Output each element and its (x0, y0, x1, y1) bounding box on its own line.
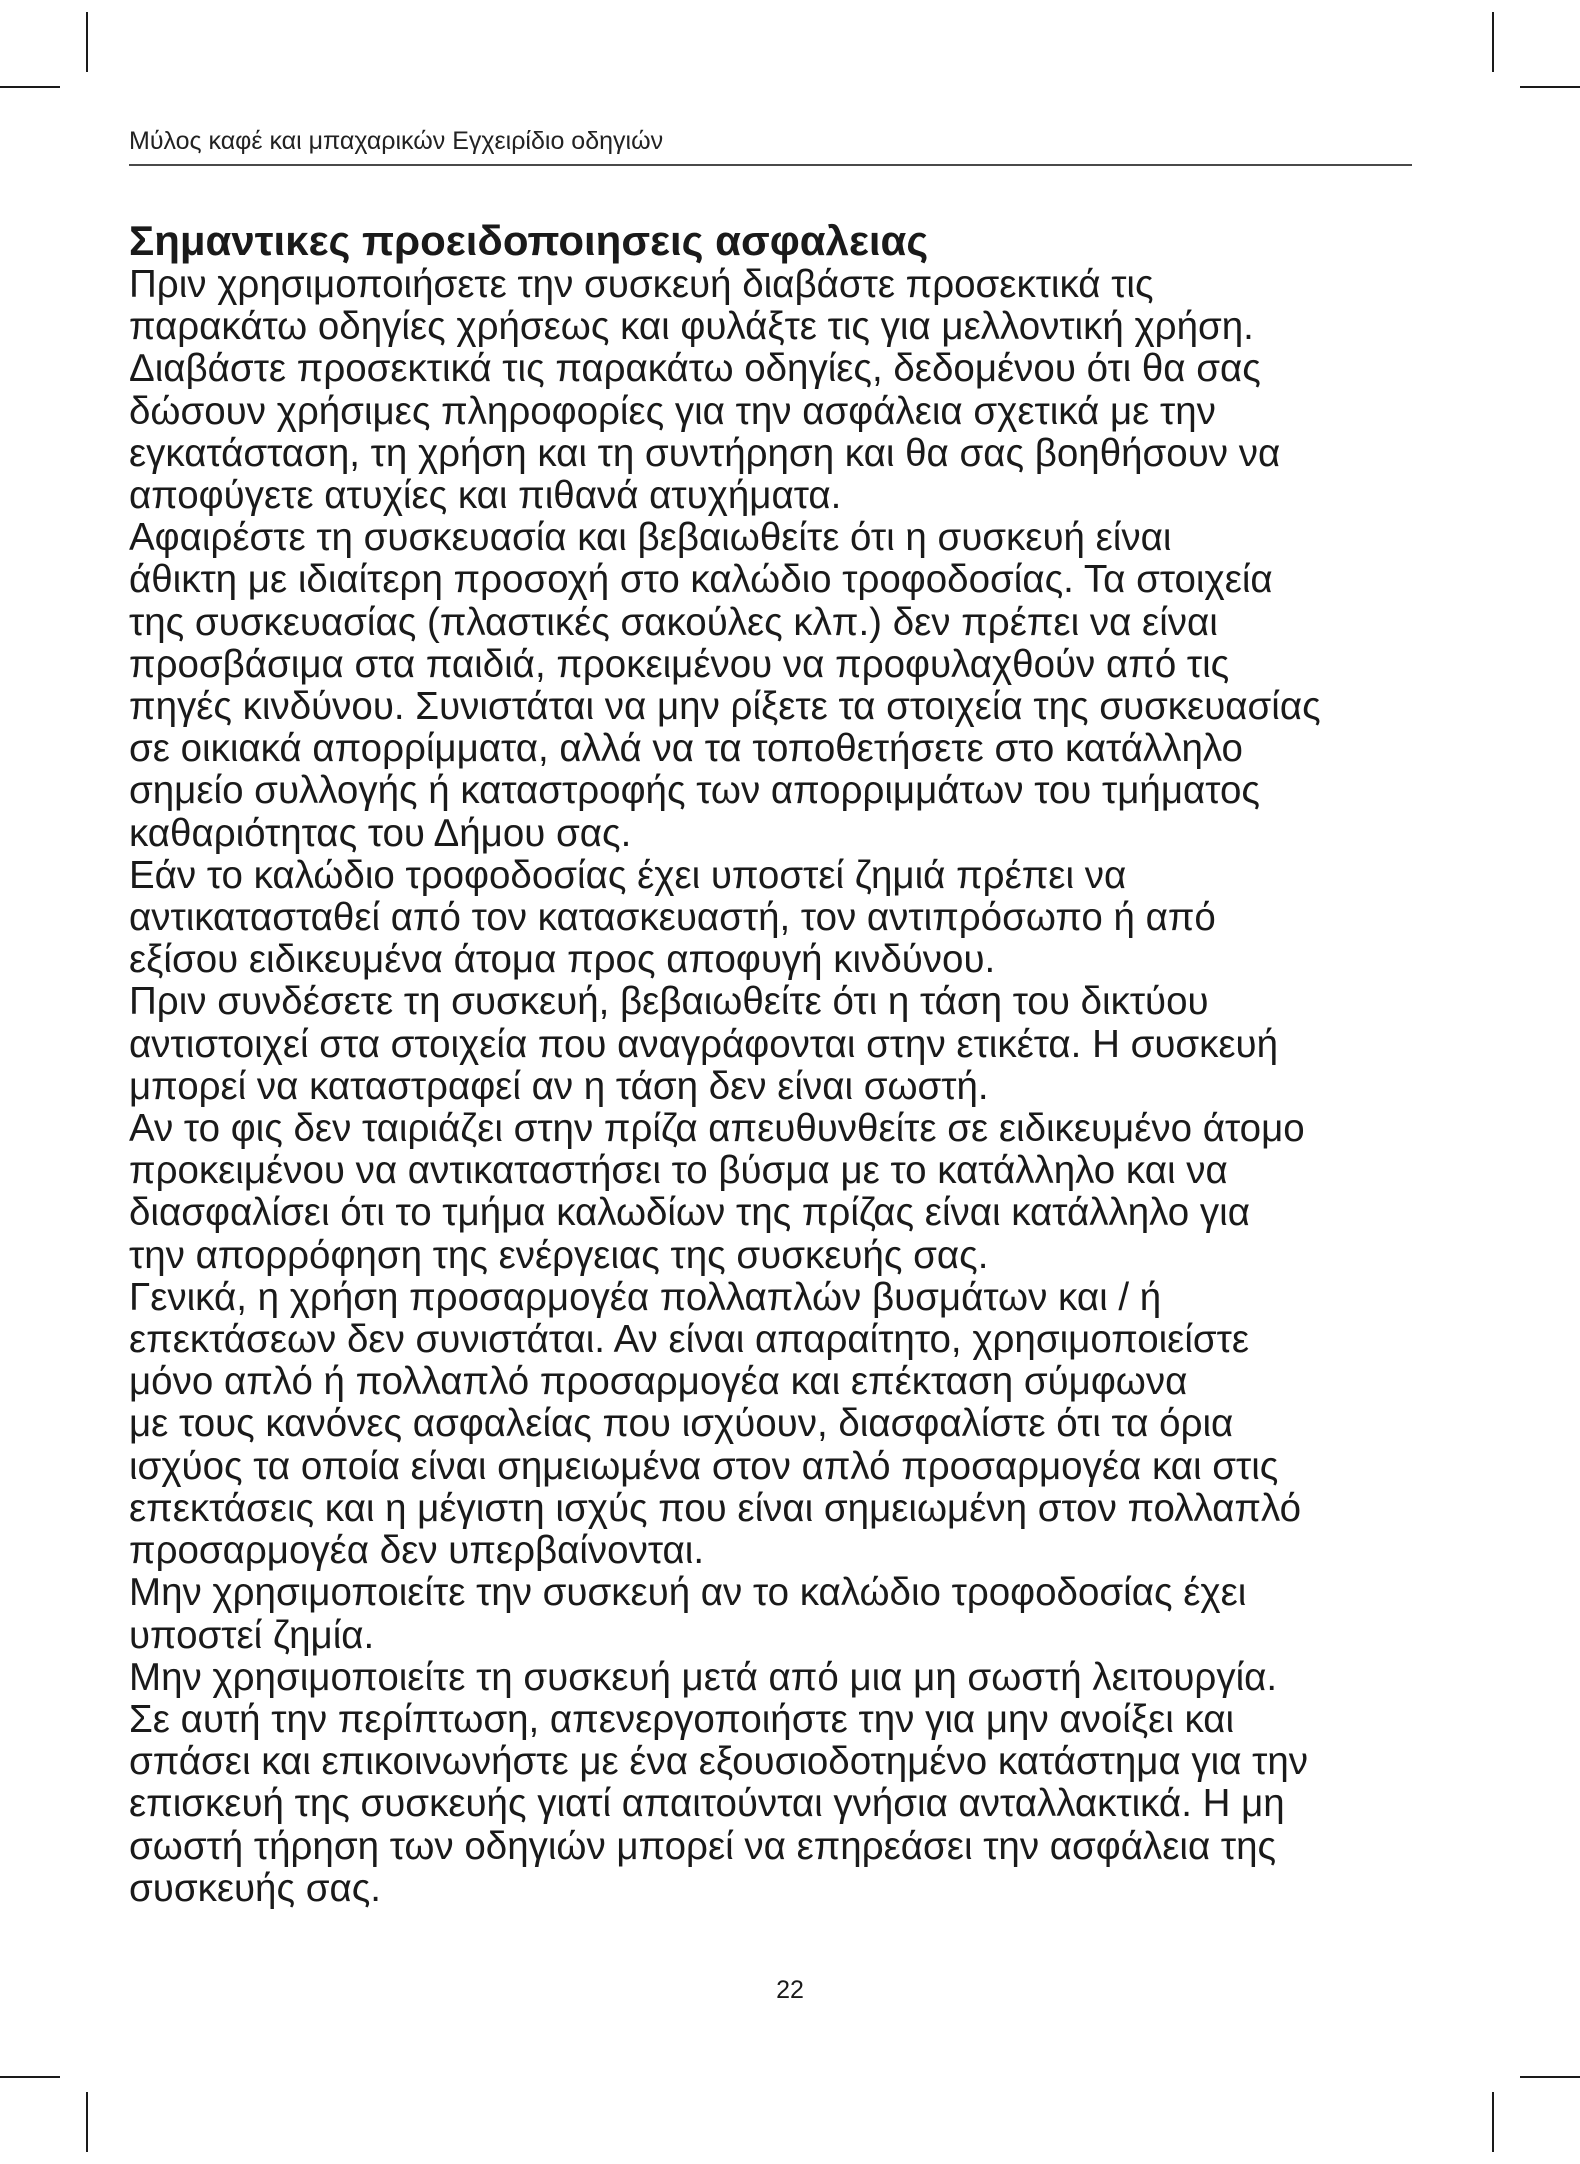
safety-warnings-section (129, 218, 1499, 1910)
text-line: μόνο απλό ή πολλαπλό προσαρμογέα και επέκταση σύμφωνα (129, 1360, 1188, 1404)
text-line: με τους κανόνες ασφαλείας που ισχύουν, διασφαλίστε ότι τα όρια (129, 1402, 1234, 1446)
text-line: επισκευή της συσκευής γιατί απαιτούνται γνήσια ανταλλακτικά. Η μη (129, 1782, 1285, 1826)
text-line: Μην χρησιμοποιείτε την συσκευή αν το καλώδιο τροφοδοσίας έχει (129, 1571, 1247, 1615)
text-line: σε οικιακά απορρίμματα, αλλά να τα τοποθετήσετε στο κατάλληλο (129, 727, 1243, 771)
text-line: δώσουν χρήσιμες πληροφορίες για την ασφάλεια σχετικά με την (129, 389, 1216, 433)
text-line: Πριν συνδέσετε τη συσκευή, βεβαιωθείτε ότι η τάση του δικτύου (129, 980, 1209, 1024)
text-line: σημείο συλλογής ή καταστροφής των απορριμμάτων του τμήματος (129, 769, 1260, 813)
text-line: μπορεί να καταστραφεί αν η τάση δεν είναι σωστή. (129, 1064, 989, 1108)
text-line: της συσκευασίας (πλαστικές σακούλες κλπ.) δεν πρέπει να είναι (129, 600, 1218, 644)
text-line: Αφαιρέστε τη συσκευασία και βεβαιωθείτε ότι η συσκευή είναι (129, 516, 1172, 560)
text-line: αντικατασταθεί από τον κατασκευαστή, τον αντιπρόσωπο ή από (129, 896, 1216, 940)
text-line: την απορρόφηση της ενέργειας της συσκευής σας. (129, 1233, 989, 1277)
text-line: προσβάσιμα στα παιδιά, προκειμένου να προφυλαχθούν από τις (129, 642, 1230, 686)
text-line: εξίσου ειδικευμένα άτομα προς αποφυγή κινδύνου. (129, 938, 996, 982)
text-line: επεκτάσεις και η μέγιστη ισχύς που είναι σημειωμένη στον πολλαπλό (129, 1486, 1302, 1530)
section-body (129, 264, 1499, 1910)
crop-mark-top-left-horizontal (0, 86, 60, 88)
text-line: επεκτάσεων δεν συνιστάται. Αν είναι απαραίτητο, χρησιμοποιείστε (129, 1318, 1250, 1362)
text-line: σπάσει και επικοινωνήστε με ένα εξουσιοδοτημένο κατάστημα για την (129, 1740, 1309, 1784)
text-line: αντιστοιχεί στα στοιχεία που αναγράφονται στην ετικέτα. Η συσκευή (129, 1022, 1279, 1066)
text-line: Γενικά, η χρήση προσαρμογέα πολλαπλών βυσμάτων και / ή (129, 1275, 1162, 1319)
text-line: Μην χρησιμοποιείτε τη συσκευή μετά από μια μη σωστή λειτουργία. (129, 1655, 1278, 1699)
crop-mark-bottom-right-vertical (1492, 2092, 1494, 2152)
text-line: Εάν το καλώδιο τροφοδοσίας έχει υποστεί ζημιά πρέπει να (129, 853, 1127, 897)
text-line: Σε αυτή την περίπτωση, απενεργοποιήστε την για μην ανοίξει και (129, 1697, 1235, 1741)
text-line: υποστεί ζημία. (129, 1613, 375, 1657)
crop-mark-top-left-vertical (86, 12, 88, 72)
text-line: άθικτη με ιδιαίτερη προσοχή στο καλώδιο τροφοδοσίας. Τα στοιχεία (129, 558, 1273, 602)
text-line: διασφαλίσει ότι το τμήμα καλωδίων της πρίζας είναι κατάλληλο για (129, 1191, 1250, 1235)
section-title: Σημαντικες προειδοποιησεις ασφαλειας (129, 217, 929, 264)
running-header: Μύλος καφέ και μπαχαρικών Εγχειρίδιο οδηγιών (129, 127, 664, 155)
text-line: καθαριότητας του Δήμου σας. (129, 811, 632, 855)
text-line: προκειμένου να αντικαταστήσει το βύσμα με το κατάλληλο και να (129, 1149, 1228, 1193)
text-line: Διαβάστε προσεκτικά τις παρακάτω οδηγίες, δεδομένου ότι θα σας (129, 347, 1261, 391)
text-line: σωστή τήρηση των οδηγιών μπορεί να επηρεάσει την ασφάλεια της (129, 1824, 1277, 1868)
crop-mark-bottom-left-vertical (86, 2092, 88, 2152)
text-line: αποφύγετε ατυχίες και πιθανά ατυχήματα. (129, 474, 842, 518)
header-divider (129, 164, 1412, 166)
crop-mark-bottom-left-horizontal (0, 2076, 60, 2078)
text-line: Πριν χρησιμοποιήσετε την συσκευή διαβάστε προσεκτικά τις (129, 263, 1154, 306)
text-line: παρακάτω οδηγίες χρήσεως και φυλάξτε τις για μελλοντική χρήση. (129, 305, 1254, 349)
text-line: συσκευής σας. (129, 1866, 381, 1910)
text-line: προσαρμογέα δεν υπερβαίνονται. (129, 1529, 705, 1573)
page-number: 22 (776, 1976, 804, 2004)
text-line: εγκατάσταση, τη χρήση και τη συντήρηση και θα σας βοηθήσουν να (129, 431, 1281, 475)
text-line: πηγές κινδύνου. Συνιστάται να μην ρίξετε τα στοιχεία της συσκευασίας (129, 685, 1321, 729)
crop-mark-top-right-vertical (1492, 12, 1494, 72)
text-line: ισχύος τα οποία είναι σημειωμένα στον απλό προσαρμογέα και στις (129, 1444, 1279, 1488)
crop-mark-bottom-right-horizontal (1520, 2076, 1580, 2078)
text-line: Αν το φις δεν ταιριάζει στην πρίζα απευθυνθείτε σε ειδικευμένο άτομο (129, 1107, 1305, 1151)
crop-mark-top-right-horizontal (1520, 86, 1580, 88)
